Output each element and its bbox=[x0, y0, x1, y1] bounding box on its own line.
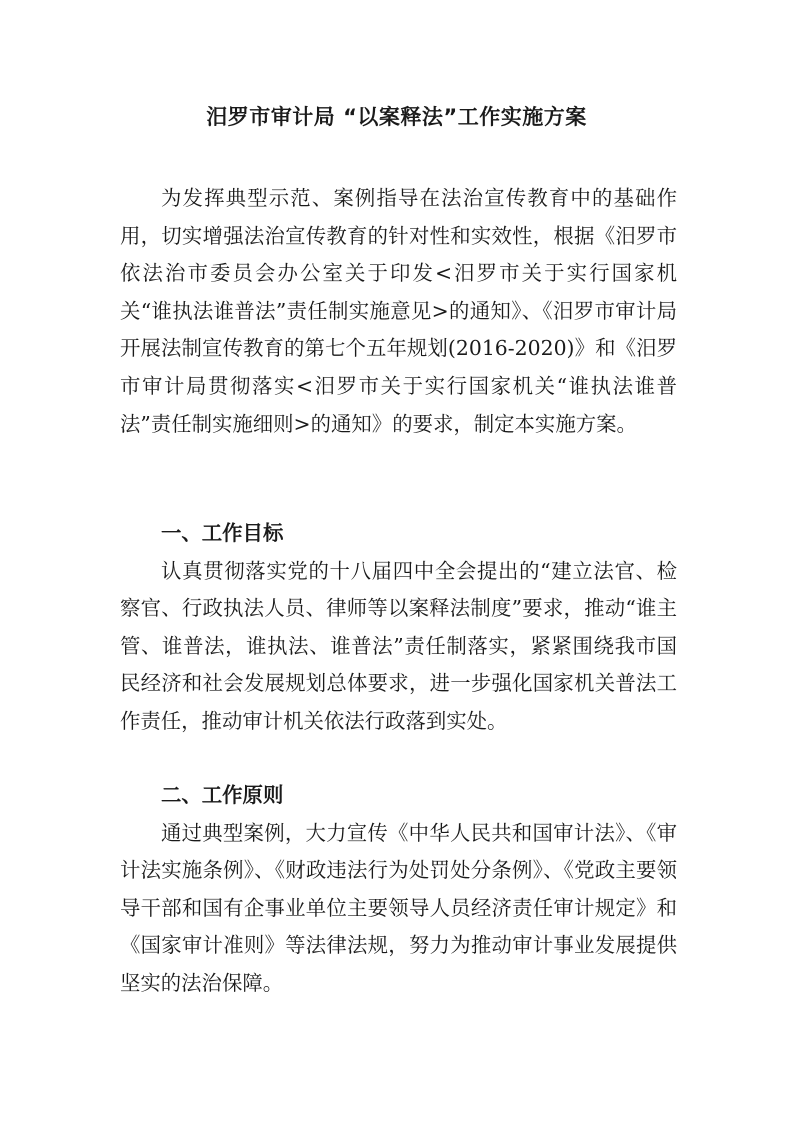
section-heading: 一、工作目标 bbox=[161, 521, 284, 545]
section-paragraph: 通过典型案例，大力宣传《中华人民共和国审计法》、《审计法实施条例》、《财政违法行为处罚处分条例》、《党政主要领导干部和国有企事业单位主要领导人员经济责任审计规定》和《国家审计准则》等法律法规，努力为推动审计事业发展提供坚实的法治保障。 bbox=[120, 820, 677, 995]
document-title: 汨罗市审计局 “以案释法”工作实施方案 bbox=[206, 105, 587, 129]
section-heading: 二、工作原则 bbox=[161, 783, 284, 807]
intro-paragraph: 为发挥典型示范、案例指导在法治宣传教育中的基础作用，切实增强法治宣传教育的针对性和实效性，根据《汨罗市依法治市委员会办公室关于印发<汨罗市关于实行国家机关“谁执法谁普法”责任制实施意见>的通知》、《汨罗市审计局开展法制宣传教育的第七个五年规划(2016-2020)》和《汨罗市审计局贯彻落实<汨罗市关于实行国家机关“谁执法谁普法”责任制实施细则>的通知》的要求，制定本实施方案。 bbox=[120, 186, 677, 436]
section-paragraph: 认真贯彻落实党的十八届四中全会提出的“建立法官、检察官、行政执法人员、律师等以案释法制度”要求，推动“谁主管、谁普法，谁执法、谁普法”责任制落实，紧紧围绕我市国民经济和社会发展规划总体要求，进一步强化国家机关普法工作责任，推动审计机关依法行政落到实处。 bbox=[120, 558, 677, 733]
intro-block bbox=[120, 180, 677, 443]
section-work-goals bbox=[120, 515, 677, 741]
section-work-principles bbox=[120, 777, 677, 1003]
